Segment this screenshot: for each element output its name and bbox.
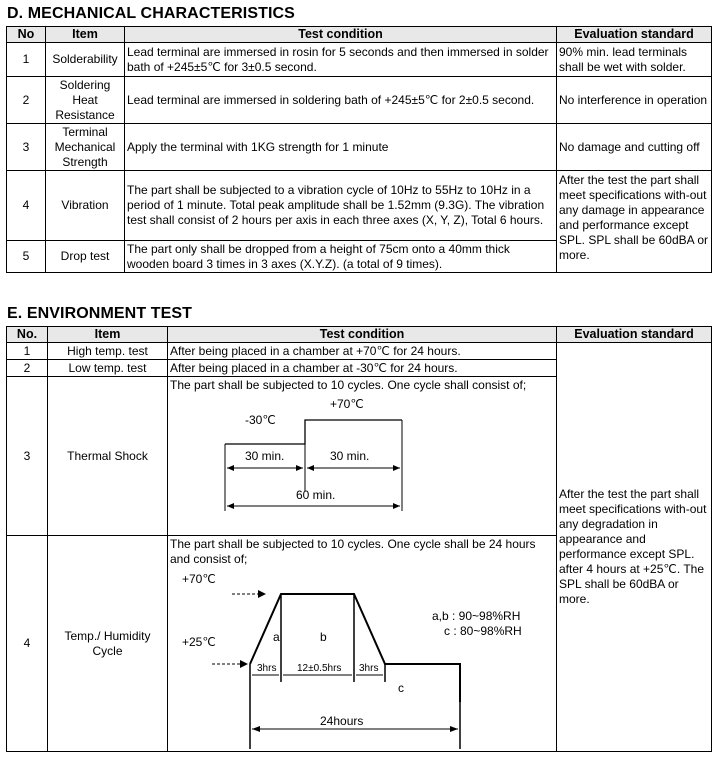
header-no: No (7, 27, 46, 43)
row-item: Solderability (46, 43, 125, 77)
arrowhead (296, 465, 303, 471)
humidity-high-temp: +70℃ (182, 572, 216, 586)
environment-table (6, 326, 712, 752)
row-standard: No interference in operation (557, 77, 712, 124)
arrowhead (240, 660, 248, 668)
table-row (7, 124, 712, 171)
thermal-low-temp: -30℃ (245, 413, 276, 427)
humidity-c: c (398, 681, 404, 695)
row-no: 1 (7, 43, 46, 77)
humidity-condition-text: The part shall be subjected to 10 cycles. One cycle shall be 24 hours and consist of; (170, 537, 536, 566)
section-title-mechanical: D. MECHANICAL CHARACTERISTICS (7, 5, 295, 22)
table-row (7, 77, 712, 124)
header-item: Item (48, 327, 168, 343)
thermal-condition-text: The part shall be subjected to 10 cycles. One cycle shall consist of; (170, 378, 527, 392)
row-condition-thermal (168, 377, 557, 536)
arrowhead (227, 465, 234, 471)
row-no: 3 (7, 377, 48, 536)
humidity-b: b (320, 630, 327, 644)
row-item: Low temp. test (48, 360, 168, 377)
row-no: 4 (7, 171, 46, 241)
thermal-total: 60 min. (296, 488, 336, 502)
row-condition: After being placed in a chamber at +70℃ for 24 hours. (168, 343, 557, 360)
thermal-duration-2: 30 min. (330, 449, 370, 463)
humidity-h2: 12±0.5hrs (297, 663, 342, 674)
row-condition: After being placed in a chamber at -30℃ for 24 hours. (168, 360, 557, 377)
humidity-h3: 3hrs (359, 663, 379, 674)
row-no: 2 (7, 77, 46, 124)
row-no: 2 (7, 360, 48, 377)
arrowhead (258, 590, 266, 598)
humidity-cycle-diagram (170, 567, 555, 749)
row-item: Vibration (46, 171, 125, 241)
table-row (7, 43, 712, 77)
table-row (7, 171, 712, 241)
header-item: Item (46, 27, 125, 43)
arrowhead (393, 503, 400, 509)
header-evaluation-standard: Evaluation standard (557, 27, 712, 43)
humidity-a: a (273, 630, 280, 644)
shared-standard: After the test the part shall meet specifications with-out any damage in appearance and performance except SPL. SPL shall be 60dBA or more. (557, 171, 712, 273)
mechanical-table (6, 26, 712, 273)
arrowhead (307, 465, 314, 471)
row-no: 4 (7, 536, 48, 752)
row-no: 1 (7, 343, 48, 360)
thermal-shock-diagram (170, 393, 555, 513)
row-condition: Lead terminal are immersed in rosin for 5 seconds and then immersed in solder bath of +245±5℃ for 3±0.5 second. (125, 43, 557, 77)
row-standard: 90% min. lead terminals shall be wet with solder. (557, 43, 712, 77)
row-item: Drop test (46, 241, 125, 273)
row-condition-humidity (168, 536, 557, 752)
humidity-h1: 3hrs (257, 663, 277, 674)
row-standard: No damage and cutting off (557, 124, 712, 171)
row-item: Temp./ Humidity Cycle (48, 536, 168, 752)
row-condition: Lead terminal are immersed in soldering bath of +245±5℃ for 2±0.5 second. (125, 77, 557, 124)
thermal-duration-1: 30 min. (245, 449, 285, 463)
humidity-total: 24hours (320, 714, 364, 728)
row-condition: The part shall be subjected to a vibration cycle of 10Hz to 55Hz to 10Hz in a period of 1 minute. Total peak amplitude shall be 1.52mm (9.3G). The vibration test shall consist of 2 hours per axis in each three axes (X, Y, Z), Total 6 hours. (125, 171, 557, 241)
arrowhead (227, 503, 234, 509)
header-test-condition: Test condition (125, 27, 557, 43)
row-item: Thermal Shock (48, 377, 168, 536)
row-item: Soldering Heat Resistance (46, 77, 125, 124)
section-title-environment: E. ENVIRONMENT TEST (7, 305, 193, 322)
row-condition: The part only shall be dropped from a height of 75cm onto a 40mm thick wooden board 3 times in 3 axes (X.Y.Z). (a total of 9 times). (125, 241, 557, 273)
row-no: 3 (7, 124, 46, 171)
arrowhead (252, 726, 260, 732)
humidity-low-temp: +25℃ (182, 635, 216, 649)
header-no: No. (7, 327, 48, 343)
row-condition: Apply the terminal with 1KG strength for 1 minute (125, 124, 557, 171)
row-item: Terminal Mechanical Strength (46, 124, 125, 171)
row-item: High temp. test (48, 343, 168, 360)
humidity-ab-rh: a,b : 90~98%RH (432, 609, 521, 623)
arrowhead (450, 726, 458, 732)
shared-standard: After the test the part shall meet specifications with-out any degradation in appearance and performance except SPL. after 4 hours at +25℃. The SPL shall be 60dBA or more. (557, 343, 712, 752)
row-no: 5 (7, 241, 46, 273)
arrowhead (393, 465, 400, 471)
thermal-high-temp: +70℃ (330, 397, 364, 411)
header-evaluation-standard: Evaluation standard (557, 327, 712, 343)
table-row (7, 343, 712, 360)
header-test-condition: Test condition (168, 327, 557, 343)
humidity-c-rh: c : 80~98%RH (444, 624, 522, 638)
